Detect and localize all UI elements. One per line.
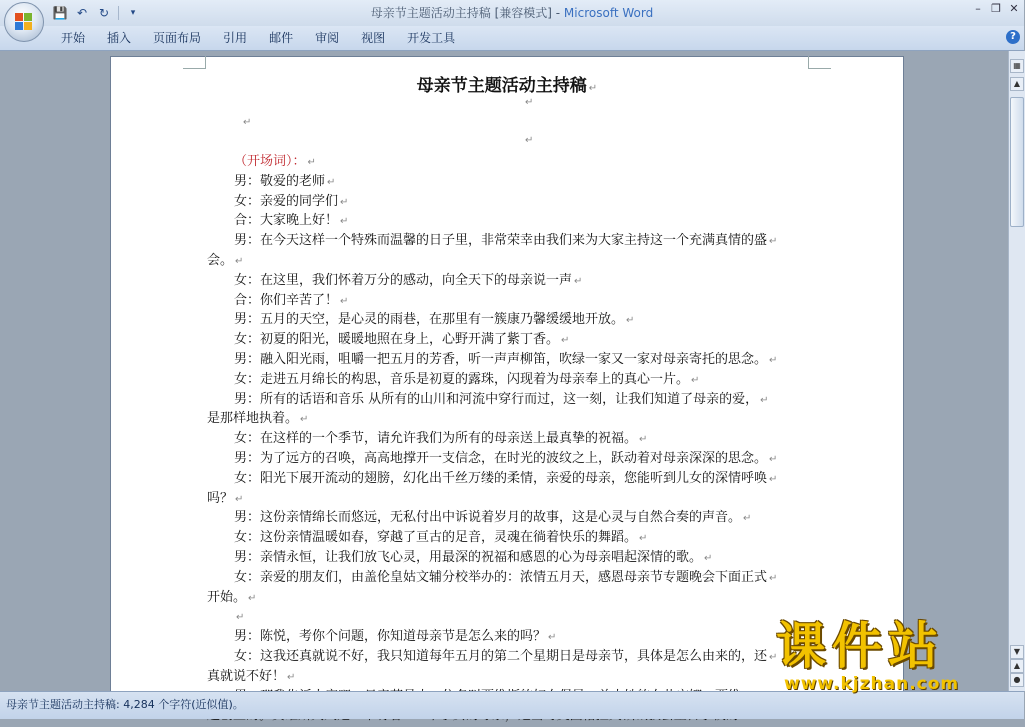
document-line: [207, 331, 809, 351]
paragraph-mark-icon: ↵: [340, 196, 349, 208]
document-line-text: 男：在今天这样一个特殊而温馨的日子里，非常荣幸由我们来为大家主持这一个充满真情的盛: [234, 233, 768, 249]
ribbon-tabs-bar: [0, 26, 1024, 51]
paragraph-mark-icon: ↵: [548, 632, 557, 644]
ribbon-tabs: [50, 26, 466, 50]
ruler-toggle-icon[interactable]: ▦: [1010, 59, 1024, 73]
document-title-text: 母亲节主题活动主持稿 [兼容模式] -: [370, 6, 564, 20]
minimize-icon[interactable]: –: [975, 2, 981, 15]
tab-mailings[interactable]: 邮件: [269, 31, 294, 45]
document-line-text: 男：亲情永恒，让我们放飞心灵，用最深的祝福和感恩的心为母亲唱起深情的歌。: [234, 549, 703, 565]
document-line-text: （开场词）：: [234, 154, 306, 169]
document-line: [207, 589, 809, 609]
document-heading: [111, 71, 903, 96]
document-line: [207, 351, 809, 371]
scrollbar-thumb[interactable]: [1010, 97, 1024, 227]
document-line-text: 是那样地执着。: [207, 411, 299, 427]
watermark-cn-text: 课件站: [776, 617, 944, 675]
document-line-text: 真就说不好！: [207, 668, 286, 684]
document-line: [207, 509, 809, 529]
document-line-text: 女：这我还真就说不好，我只知道每年五月的第二个星期日是母亲节，具体是怎么由来的，还: [234, 648, 768, 664]
scroll-up-icon[interactable]: ▲: [1010, 77, 1024, 91]
document-line-text: 男：敬爱的老师: [234, 173, 326, 189]
document-line-text: 男：这份亲情绵长而悠远，无私付出中诉说着岁月的故事，这是心灵与自然合奏的声音。: [234, 510, 742, 526]
document-line: [207, 391, 809, 411]
document-line: [207, 371, 809, 391]
paragraph-mark-icon: ↵: [248, 592, 257, 604]
paragraph-mark-icon: ↵: [327, 176, 336, 188]
document-line-text: 女：阳光下展开流动的翅膀，幻化出千丝万缕的柔情，亲爱的母亲，您能听到儿女的深情呼唤: [234, 470, 768, 486]
paragraph-mark-icon: ↵: [307, 157, 316, 168]
document-line-text: 女：亲爱的朋友们，由盖伦皇姑文辅分校举办的：浓情五月天，感恩母亲节专题晚会下面正式: [234, 569, 768, 585]
document-line: [207, 272, 809, 292]
document-line-text: 男：为了远方的召唤，高高地撑开一支信念，在时光的波纹之上，跃动着对母亲深深的思念。: [234, 450, 768, 466]
paragraph-mark-icon: ↵: [574, 275, 583, 287]
document-line: [207, 232, 809, 252]
document-line: [207, 470, 809, 490]
paragraph-mark-icon: ↵: [235, 255, 244, 267]
document-line: [207, 252, 809, 272]
document-line-text: 女：亲爱的同学们: [234, 193, 339, 209]
document-body: [207, 153, 809, 727]
customize-qat-icon[interactable]: ▾: [130, 8, 136, 18]
title-bar: [0, 0, 1024, 26]
paragraph-mark-icon: ↵: [769, 236, 778, 248]
paragraph-mark-icon: ↵: [626, 315, 635, 327]
document-line: [207, 292, 809, 312]
document-line-text: 男：五月的天空，是心灵的雨巷，在那里有一簇康乃馨缓缓地开放。: [234, 312, 625, 328]
paragraph-mark-icon: ↵: [235, 493, 244, 505]
document-line-text: 女：这份亲情温暖如春，穿越了亘古的足音，灵魂在徜着快乐的舞蹈。: [234, 530, 638, 546]
document-line-text: 吗？: [207, 490, 234, 506]
help-icon[interactable]: ?: [1006, 30, 1020, 44]
document-line-text: 男：融入阳光雨，咀嚼一把五月的芳香，听一声声柳笛，吹绿一家又一家对母亲寄托的思念。: [234, 351, 768, 367]
document-line-text: 开始。: [207, 589, 247, 605]
paragraph-mark-icon: ↵: [243, 117, 252, 128]
margin-corner-top-right: [808, 56, 831, 69]
paragraph-mark-icon: ↵: [769, 572, 778, 584]
document-line-text: 女：在这里，我们怀着万分的感动，向全天下的母亲说一声: [234, 272, 573, 288]
document-line: [207, 608, 809, 628]
paragraph-mark-icon: ↵: [588, 83, 598, 94]
watermark-logo: [768, 616, 1024, 716]
document-line: [207, 311, 809, 331]
document-line-text: 合：大家晚上好！: [234, 213, 339, 229]
document-line-text: 会。: [207, 252, 234, 268]
paragraph-mark-icon: ↵: [704, 552, 713, 564]
app-name: Microsoft Word: [563, 6, 654, 20]
paragraph-mark-icon: ↵: [525, 135, 534, 146]
paragraph-mark-icon: ↵: [769, 453, 778, 465]
document-line: [207, 648, 809, 668]
document-line-text: 女：走进五月绵长的构思，音乐是初夏的露珠，闪现着为母亲奉上的真心一片。: [234, 371, 690, 387]
margin-corner-top-left: [183, 56, 206, 69]
previous-page-icon[interactable]: ▲: [1010, 659, 1024, 673]
paragraph-mark-icon: ↵: [769, 354, 778, 366]
paragraph-mark-icon: ↵: [691, 374, 700, 386]
paragraph-mark-icon: ↵: [769, 651, 778, 663]
paragraph-mark-icon: ↵: [236, 612, 245, 624]
paragraph-mark-icon: ↵: [525, 97, 534, 108]
paragraph-mark-icon: ↵: [760, 394, 769, 406]
document-line-text: 合：你们辛苦了！: [234, 292, 339, 308]
paragraph-mark-icon: ↵: [287, 671, 296, 683]
browse-object-icon[interactable]: ●: [1010, 673, 1024, 687]
document-line: [207, 410, 809, 430]
document-line: [207, 628, 809, 648]
document-line: [207, 668, 809, 688]
tab-insert[interactable]: 插入: [107, 31, 132, 45]
tab-view[interactable]: 视图: [361, 31, 386, 45]
word-count-status[interactable]: 母亲节主题活动主持稿: 4,284 个字符(近似值)。: [6, 698, 244, 711]
scroll-down-icon[interactable]: ▼: [1010, 645, 1024, 659]
document-line: [207, 490, 809, 510]
office-logo-icon: [15, 13, 33, 31]
document-line: [207, 549, 809, 569]
paragraph-mark-icon: ↵: [639, 533, 648, 545]
paragraph-mark-icon: ↵: [340, 216, 349, 228]
vertical-scrollbar[interactable]: [1008, 51, 1025, 691]
watermark-url-text: www.kjzhan.com: [784, 674, 960, 694]
paragraph-mark-icon: ↵: [639, 434, 648, 446]
paragraph-mark-icon: ↵: [743, 513, 752, 525]
paragraph-mark-icon: ↵: [300, 414, 309, 426]
restore-icon[interactable]: ❐: [991, 2, 1001, 15]
paragraph-mark-icon: ↵: [561, 335, 570, 347]
document-line: [207, 212, 809, 232]
undo-icon[interactable]: ↶: [76, 6, 88, 20]
document-line-text: 女：在这样的一个季节，请允许我们为所有的母亲送上最真挚的祝福。: [234, 431, 638, 447]
redo-icon[interactable]: ↻: [98, 6, 110, 20]
paragraph-mark-icon: ↵: [340, 295, 349, 307]
tab-home[interactable]: 开始: [61, 31, 86, 45]
document-line-text: 男：陈悦，考你个问题，你知道母亲节是怎么来的吗？: [234, 629, 547, 645]
tab-developer[interactable]: 开发工具: [407, 31, 456, 45]
document-line: [207, 529, 809, 549]
document-area: [0, 51, 1008, 691]
tab-review[interactable]: 审阅: [315, 31, 340, 45]
document-line: [207, 430, 809, 450]
document-line: [207, 173, 809, 193]
document-line-text: 男：所有的话语和音乐 从所有的山川和河流中穿行而过，这一刻，让我们知道了母亲的爱，: [234, 391, 759, 407]
paragraph-mark-icon: ↵: [769, 473, 778, 485]
window-title: [0, 0, 1024, 26]
document-line-text: 女：初夏的阳光，暖暖地照在身上，心野开满了紫丁香。: [234, 332, 560, 348]
save-icon[interactable]: 💾: [52, 6, 68, 20]
office-button[interactable]: [4, 2, 44, 42]
document-line: [207, 450, 809, 470]
window-controls: [970, 2, 1022, 16]
close-icon[interactable]: ✕: [1009, 2, 1019, 15]
document-line: [207, 193, 809, 213]
document-line: [207, 153, 809, 173]
tab-page-layout[interactable]: 页面布局: [153, 31, 202, 45]
document-heading-text: 母亲节主题活动主持稿: [416, 76, 587, 96]
document-line: [207, 569, 809, 589]
tab-references[interactable]: 引用: [223, 31, 248, 45]
